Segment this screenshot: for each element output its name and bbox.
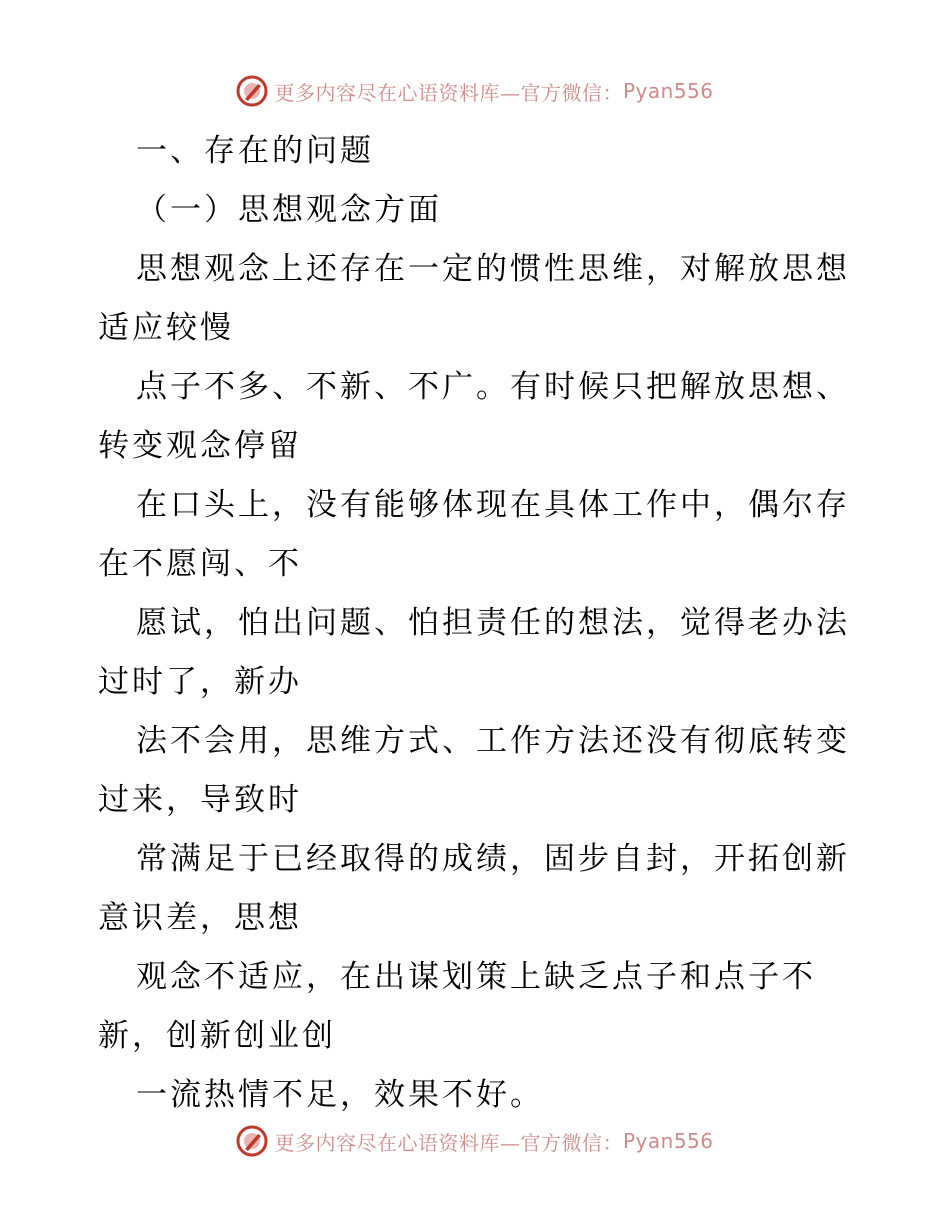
paragraph-line: 转变观念停留	[98, 428, 302, 464]
document-body	[98, 122, 858, 1125]
paragraph-line: 意识差，思想	[98, 900, 302, 936]
paragraph-line: 过来，导致时	[98, 782, 302, 818]
banner-text: 更多内容尽在心语资料库—官方微信：	[274, 80, 623, 105]
paragraph-line: 点子不多、不新、不广。有时候只把解放思想、	[136, 369, 850, 405]
section-heading: 一、存在的问题	[136, 133, 374, 169]
paragraph-line: 思想观念上还存在一定的惯性思维，对解放思想	[136, 251, 850, 287]
paragraph-line: 法不会用，思维方式、工作方法还没有彻底转变	[136, 723, 850, 759]
subsection-heading: （一）思想观念方面	[136, 192, 442, 228]
paragraph-line: 过时了，新办	[98, 664, 302, 700]
banner-wechat-id: Pyan556	[622, 79, 714, 103]
header-banner	[0, 71, 950, 111]
red-circle-pen-logo-icon	[236, 75, 268, 107]
banner-wechat-id: Pyan556	[622, 1129, 714, 1153]
paragraph-line: 在不愿闯、不	[98, 546, 302, 582]
paragraph-line: 适应较慢	[98, 310, 234, 346]
paragraph-line: 愿试，怕出问题、怕担责任的想法，觉得老办法	[136, 605, 850, 641]
paragraph-line: 常满足于已经取得的成绩，固步自封，开拓创新	[136, 841, 850, 877]
paragraph-line: 在口头上，没有能够体现在具体工作中，偶尔存	[136, 487, 850, 523]
red-circle-pen-logo-icon	[236, 1125, 268, 1157]
paragraph-line: 观念不适应，在出谋划策上缺乏点子和点子不	[136, 959, 816, 995]
banner-text: 更多内容尽在心语资料库—官方微信：	[274, 1130, 623, 1155]
paragraph-line: 新，创新创业创	[98, 1018, 336, 1054]
footer-banner	[0, 1121, 950, 1161]
paragraph-line: 一流热情不足，效果不好。	[136, 1077, 544, 1113]
